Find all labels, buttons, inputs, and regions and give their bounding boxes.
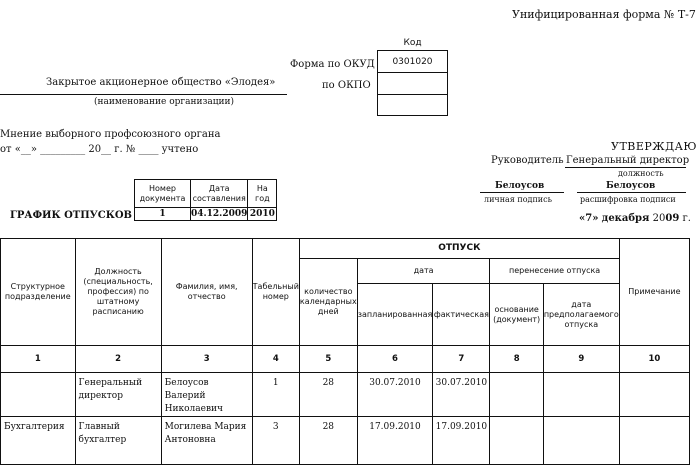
approval-head-label: Руководитель [491,155,564,166]
position-caption: должность [618,169,664,178]
form-label: Унифицированная форма № Т-7 [512,8,696,21]
doc-number-header: Номер документа [135,180,191,208]
header-basis: основание (документ) [490,284,543,346]
signature-underline [480,192,564,193]
organization-underline [0,94,287,95]
approval-date-month: декабря [601,213,650,224]
col-number: 7 [433,346,490,373]
cell-planned: 30.07.2010 [357,373,433,417]
header-planned: запланированная [357,284,433,346]
organization-caption: (наименование организации) [94,97,235,107]
signature-caption: личная подпись [484,195,552,204]
header-tab-number: Табельный номер [252,239,299,346]
document-info-table [134,179,277,221]
cell-position: Главный бухгалтер [75,417,161,465]
header-expected: дата предполагаемого отпуска [543,284,619,346]
col-number: 2 [75,346,161,373]
col-number: 1 [1,346,76,373]
empty-code-cell [378,95,448,116]
okud-value: 0301020 [378,51,448,73]
cell-days: 28 [299,373,357,417]
col-number: 5 [299,346,357,373]
approval-date-day: «7» [579,213,599,224]
cell-actual: 30.07.2010 [433,373,490,417]
cell-basis [490,417,543,465]
cell-expected [543,417,619,465]
col-number: 4 [252,346,299,373]
okud-label: Форма по ОКУД [290,59,375,70]
cell-name: Белоусов Валерий Николаевич [161,373,252,417]
approval-date-suffix: г. [682,213,691,224]
col-number: 9 [543,346,619,373]
header-note: Примечание [619,239,689,346]
codes-table [377,36,448,116]
table-row [1,417,690,465]
vacation-schedule-table [0,238,690,465]
organization-name: Закрытое акционерное общество «Элодея» [46,77,276,88]
cell-expected [543,373,619,417]
col-number: 8 [490,346,543,373]
cell-tab: 3 [252,417,299,465]
cell-basis [490,373,543,417]
cell-tab: 1 [252,373,299,417]
header-days: количество календарных дней [299,259,357,346]
doc-number-value: 1 [135,208,191,221]
approval-position: Генеральный директор [566,155,690,166]
signature-name: Белоусов [495,181,545,191]
decoding-name: Белоусов [606,181,656,191]
header-transfer: перенесение отпуска [490,259,619,284]
cell-actual: 17.09.2010 [433,417,490,465]
header-actual: фактическая [433,284,490,346]
header-position: Должность (специальность, профессия) по штатному расписанию [75,239,161,346]
approval-date-year: 09 [665,213,680,224]
approval-date-prefix: 20 [652,213,666,224]
table-row [1,373,690,417]
decoding-underline [577,192,686,193]
doc-year-value: 2010 [249,209,275,219]
col-number: 3 [161,346,252,373]
okpo-label: по ОКПО [322,80,371,91]
cell-note [619,417,689,465]
header-vacation: ОТПУСК [299,239,619,259]
col-number: 6 [357,346,433,373]
document-title: ГРАФИК ОТПУСКОВ [10,210,133,221]
cell-department: Бухгалтерия [1,417,76,465]
cell-note [619,373,689,417]
header-department: Структурное подразделение [1,239,76,346]
okpo-value [378,73,448,95]
cell-position: Генеральный директор [75,373,161,417]
position-underline [565,167,686,168]
decoding-caption: расшифровка подписи [580,195,676,204]
header-name: Фамилия, имя, отчество [161,239,252,346]
col-number: 10 [619,346,689,373]
cell-department [1,373,76,417]
cell-planned: 17.09.2010 [357,417,433,465]
cell-days: 28 [299,417,357,465]
union-opinion-line2: от «__» _________ 20__ г. № ____ учтено [0,144,199,155]
doc-year-header: На год [248,180,277,208]
cell-name: Могилева Мария Антоновна [161,417,252,465]
code-header: Код [378,36,448,51]
header-date: дата [357,259,490,284]
doc-date-header: Дата составления [191,180,248,208]
approval-date [579,213,691,224]
union-opinion-line1: Мнение выборного профсоюзного органа [0,129,221,140]
approval-title: УТВЕРЖДАЮ [611,140,697,153]
doc-date-value: 04.12.2009 [191,209,248,219]
